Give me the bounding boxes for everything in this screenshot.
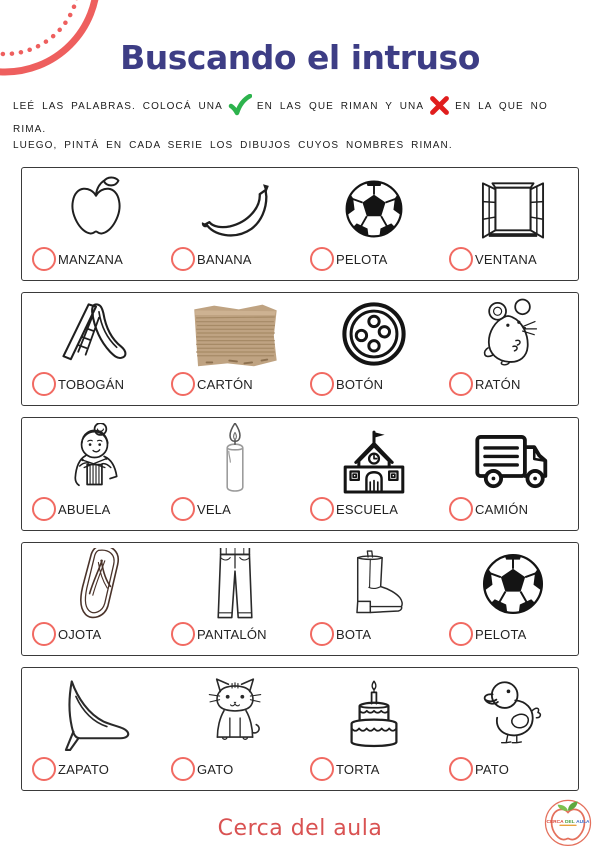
page-title: Buscando el intruso xyxy=(120,38,480,77)
item-label: TOBOGÁN xyxy=(58,376,125,392)
item-label: BOTÓN xyxy=(336,376,384,392)
item-label: CAMIÓN xyxy=(475,501,529,517)
cross-icon xyxy=(429,95,450,122)
slide-icon[interactable] xyxy=(32,298,159,370)
logo-word-1: CERCA xyxy=(546,819,564,825)
item-label: GATO xyxy=(197,761,234,777)
pants-icon[interactable] xyxy=(171,548,298,620)
check-icon xyxy=(228,94,252,122)
item-label: MANZANA xyxy=(58,251,123,267)
answer-circle[interactable] xyxy=(32,622,56,646)
answer-circle[interactable] xyxy=(310,497,334,521)
answer-circle[interactable] xyxy=(32,757,56,781)
series-row-5 xyxy=(21,667,579,791)
answer-circle[interactable] xyxy=(449,497,473,521)
answer-circle[interactable] xyxy=(171,622,195,646)
answer-circle[interactable] xyxy=(449,372,473,396)
answer-circle[interactable] xyxy=(449,757,473,781)
candle-icon[interactable] xyxy=(171,423,298,495)
item-manzana xyxy=(22,168,161,280)
answer-circle[interactable] xyxy=(32,247,56,271)
item-label: BANANA xyxy=(197,251,252,267)
soccer-ball-icon[interactable] xyxy=(449,548,576,620)
mouse-icon[interactable] xyxy=(449,298,576,370)
grandmother-icon[interactable] xyxy=(32,423,159,495)
item-torta xyxy=(300,668,439,790)
instruction-line1-part1: LEÉ LAS PALABRAS. COLOCÁ UNA xyxy=(13,101,223,112)
item-label: CARTÓN xyxy=(197,376,253,392)
item-vela xyxy=(161,418,300,530)
cake-icon[interactable] xyxy=(310,673,437,755)
item-label: ZAPATO xyxy=(58,761,110,777)
svg-text:CERCA DEL AULA xyxy=(546,819,590,825)
item-label: PATO xyxy=(475,761,510,777)
window-icon[interactable] xyxy=(449,173,576,245)
high-heel-icon[interactable] xyxy=(32,673,159,755)
item-bota xyxy=(300,543,439,655)
instructions xyxy=(13,94,588,154)
item-label: ESCUELA xyxy=(336,501,399,517)
item-label: RATÓN xyxy=(475,376,521,392)
answer-circle[interactable] xyxy=(171,757,195,781)
item-pelota-2 xyxy=(439,543,578,655)
button-icon[interactable] xyxy=(310,298,437,370)
item-label: PELOTA xyxy=(336,251,388,267)
school-icon[interactable] xyxy=(310,423,437,495)
instruction-line2: LUEGO, PINTÁ EN CADA SERIE LOS DIBUJOS CUYOS NOMBRES RIMAN. xyxy=(13,140,453,151)
series-row-1 xyxy=(21,167,579,281)
answer-circle[interactable] xyxy=(310,372,334,396)
apple-icon[interactable] xyxy=(32,173,159,245)
item-label: OJOTA xyxy=(58,626,102,642)
answer-circle[interactable] xyxy=(171,497,195,521)
item-label: ABUELA xyxy=(58,501,111,517)
truck-icon[interactable] xyxy=(449,423,576,495)
item-zapato xyxy=(22,668,161,790)
brand-logo xyxy=(541,796,595,848)
answer-circle[interactable] xyxy=(310,622,334,646)
answer-circle[interactable] xyxy=(171,247,195,271)
footer-brand-text: Cerca del aula xyxy=(217,816,383,841)
item-label: VELA xyxy=(197,501,232,517)
item-escuela xyxy=(300,418,439,530)
item-carton xyxy=(161,293,300,405)
item-gato xyxy=(161,668,300,790)
duck-icon[interactable] xyxy=(449,673,576,755)
boot-icon[interactable] xyxy=(310,548,437,620)
answer-circle[interactable] xyxy=(449,622,473,646)
logo-word-3: AULA xyxy=(576,819,590,825)
item-pato xyxy=(439,668,578,790)
logo-word-2: DEL xyxy=(565,819,575,825)
cat-icon[interactable] xyxy=(171,673,298,755)
answer-circle[interactable] xyxy=(32,372,56,396)
series-list xyxy=(21,167,579,791)
item-label: VENTANA xyxy=(475,251,537,267)
series-row-4 xyxy=(21,542,579,656)
item-pelota xyxy=(300,168,439,280)
item-label: PELOTA xyxy=(475,626,527,642)
item-raton xyxy=(439,293,578,405)
item-pantalon xyxy=(161,543,300,655)
item-banana xyxy=(161,168,300,280)
answer-circle[interactable] xyxy=(32,497,56,521)
answer-circle[interactable] xyxy=(310,247,334,271)
flip-flop-icon[interactable] xyxy=(32,548,159,620)
item-label: TORTA xyxy=(336,761,380,777)
answer-circle[interactable] xyxy=(171,372,195,396)
answer-circle[interactable] xyxy=(310,757,334,781)
instruction-line1-part3: EN LA QUE NO RIMA. xyxy=(13,101,548,135)
banana-icon[interactable] xyxy=(171,173,298,245)
item-label: BOTA xyxy=(336,626,372,642)
item-abuela xyxy=(22,418,161,530)
item-ojota xyxy=(22,543,161,655)
soccer-ball-icon[interactable] xyxy=(310,173,437,245)
item-boton xyxy=(300,293,439,405)
item-ventana xyxy=(439,168,578,280)
answer-circle[interactable] xyxy=(449,247,473,271)
series-row-2 xyxy=(21,292,579,406)
item-camion xyxy=(439,418,578,530)
cardboard-icon[interactable] xyxy=(171,298,298,370)
series-row-3 xyxy=(21,417,579,531)
item-label: PANTALÓN xyxy=(197,626,267,642)
instruction-line1-part2: EN LAS QUE RIMAN Y UNA xyxy=(256,101,425,112)
item-tobogan xyxy=(22,293,161,405)
